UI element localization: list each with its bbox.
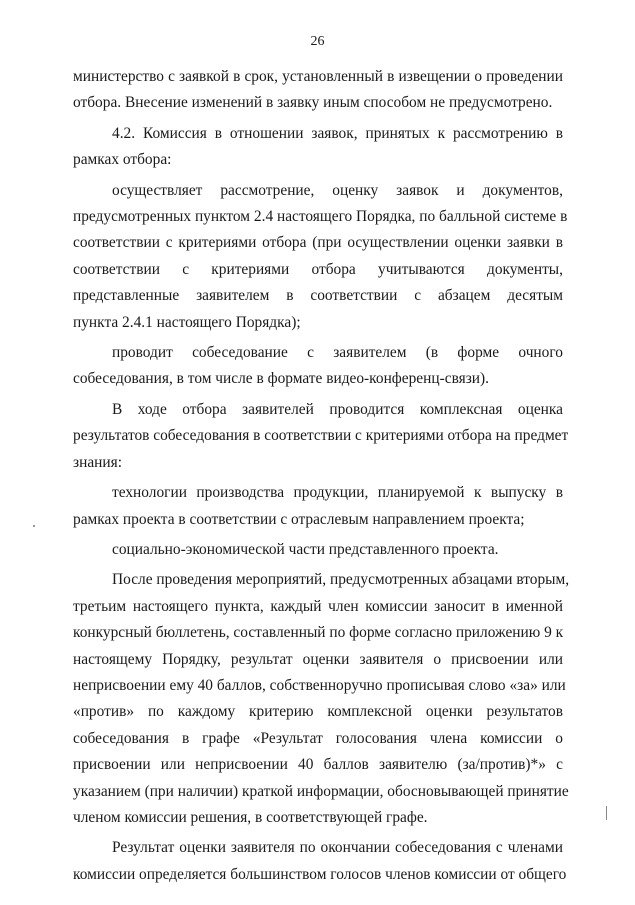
text-line: присвоении или неприсвоении 40 баллов заявителю (за/против)*» с	[73, 756, 563, 774]
text-line: третьим настоящего пункта, каждый член комиссии заносит в именной	[73, 597, 563, 615]
text-line: пункта 2.4.1 настоящего Порядка);	[73, 313, 301, 331]
text-line: министерство с заявкой в срок, установленный в извещении о проведении	[73, 68, 563, 85]
text-line: проводит собеседование с заявителем (в форме очного	[112, 344, 563, 362]
paragraph-section-4-2	[73, 121, 563, 174]
text-line: «против» по каждому критерию комплексной оценки результатов	[73, 703, 563, 721]
text-line: представленные заявителем в соответствии с абзацем десятым	[73, 287, 563, 305]
scan-mark	[606, 806, 607, 820]
text-line: отбора. Внесение изменений в заявку иным способом не предусмотрено.	[73, 94, 553, 112]
paragraph-interview	[73, 340, 563, 393]
text-line: указанием (при наличии) краткой информации, обосновывающей принятие	[73, 782, 569, 800]
text-line: неприсвоении ему 40 баллов, собственноручно прописывая слово «за» или	[73, 676, 566, 694]
paragraph-review	[73, 178, 568, 336]
text-line: технологии производства продукции, планируемой к выпуску в	[112, 484, 563, 502]
text-line: 4.2. Комиссия в отношении заявок, принятых к рассмотрению в	[112, 124, 563, 142]
scan-speck	[33, 525, 35, 527]
text-line: рамках отбора:	[73, 151, 172, 169]
text-line: рамках проекта в соответствии с отраслевым направлением проекта;	[73, 510, 525, 528]
page-number: 26	[310, 34, 325, 49]
text-line: соответствии с критериями отбора (при осуществлении оценки заявки в	[73, 234, 563, 252]
paragraph-technology	[73, 480, 563, 533]
text-line: осуществляет рассмотрение, оценку заявок и документов,	[112, 181, 563, 199]
text-line: В ходе отбора заявителей проводится комплексная оценка	[112, 400, 563, 418]
paragraph-ballot	[73, 567, 570, 831]
document-body	[73, 64, 570, 888]
text-line: конкурсный бюллетень, составленный по форме согласно приложению 9 к	[73, 624, 564, 642]
paragraph-result	[73, 835, 567, 888]
text-line: результатов собеседования в соответствии с критериями отбора на предмет	[73, 427, 569, 445]
text-line: собеседования, в том числе в формате видео-конференц-связи).	[73, 370, 489, 388]
text-line: Результат оценки заявителя по окончании собеседования с членами	[112, 839, 563, 857]
text-line: членом комиссии решения, в соответствующей графе.	[73, 808, 428, 826]
text-line: соответствии с критериями отбора учитываются документы,	[73, 260, 563, 278]
text-line: предусмотренных пунктом 2.4 настоящего Порядка, по балльной системе в	[73, 208, 568, 226]
text-line: собеседования в графе «Результат голосования члена комиссии о	[73, 729, 563, 747]
text-line: знания:	[73, 453, 122, 471]
paragraph-socioeconomic	[73, 537, 563, 563]
text-line: После проведения мероприятий, предусмотренных абзацами вторым,	[112, 571, 570, 589]
text-line: комиссии определяется большинством голосов членов комиссии от общего	[73, 865, 567, 883]
paragraph-continuation	[73, 64, 563, 117]
text-line: социально-экономической части представленного проекта.	[112, 540, 499, 558]
paragraph-assessment	[73, 397, 569, 476]
text-line: настоящему Порядку, результат оценки заявителя о присвоении или	[73, 650, 563, 668]
